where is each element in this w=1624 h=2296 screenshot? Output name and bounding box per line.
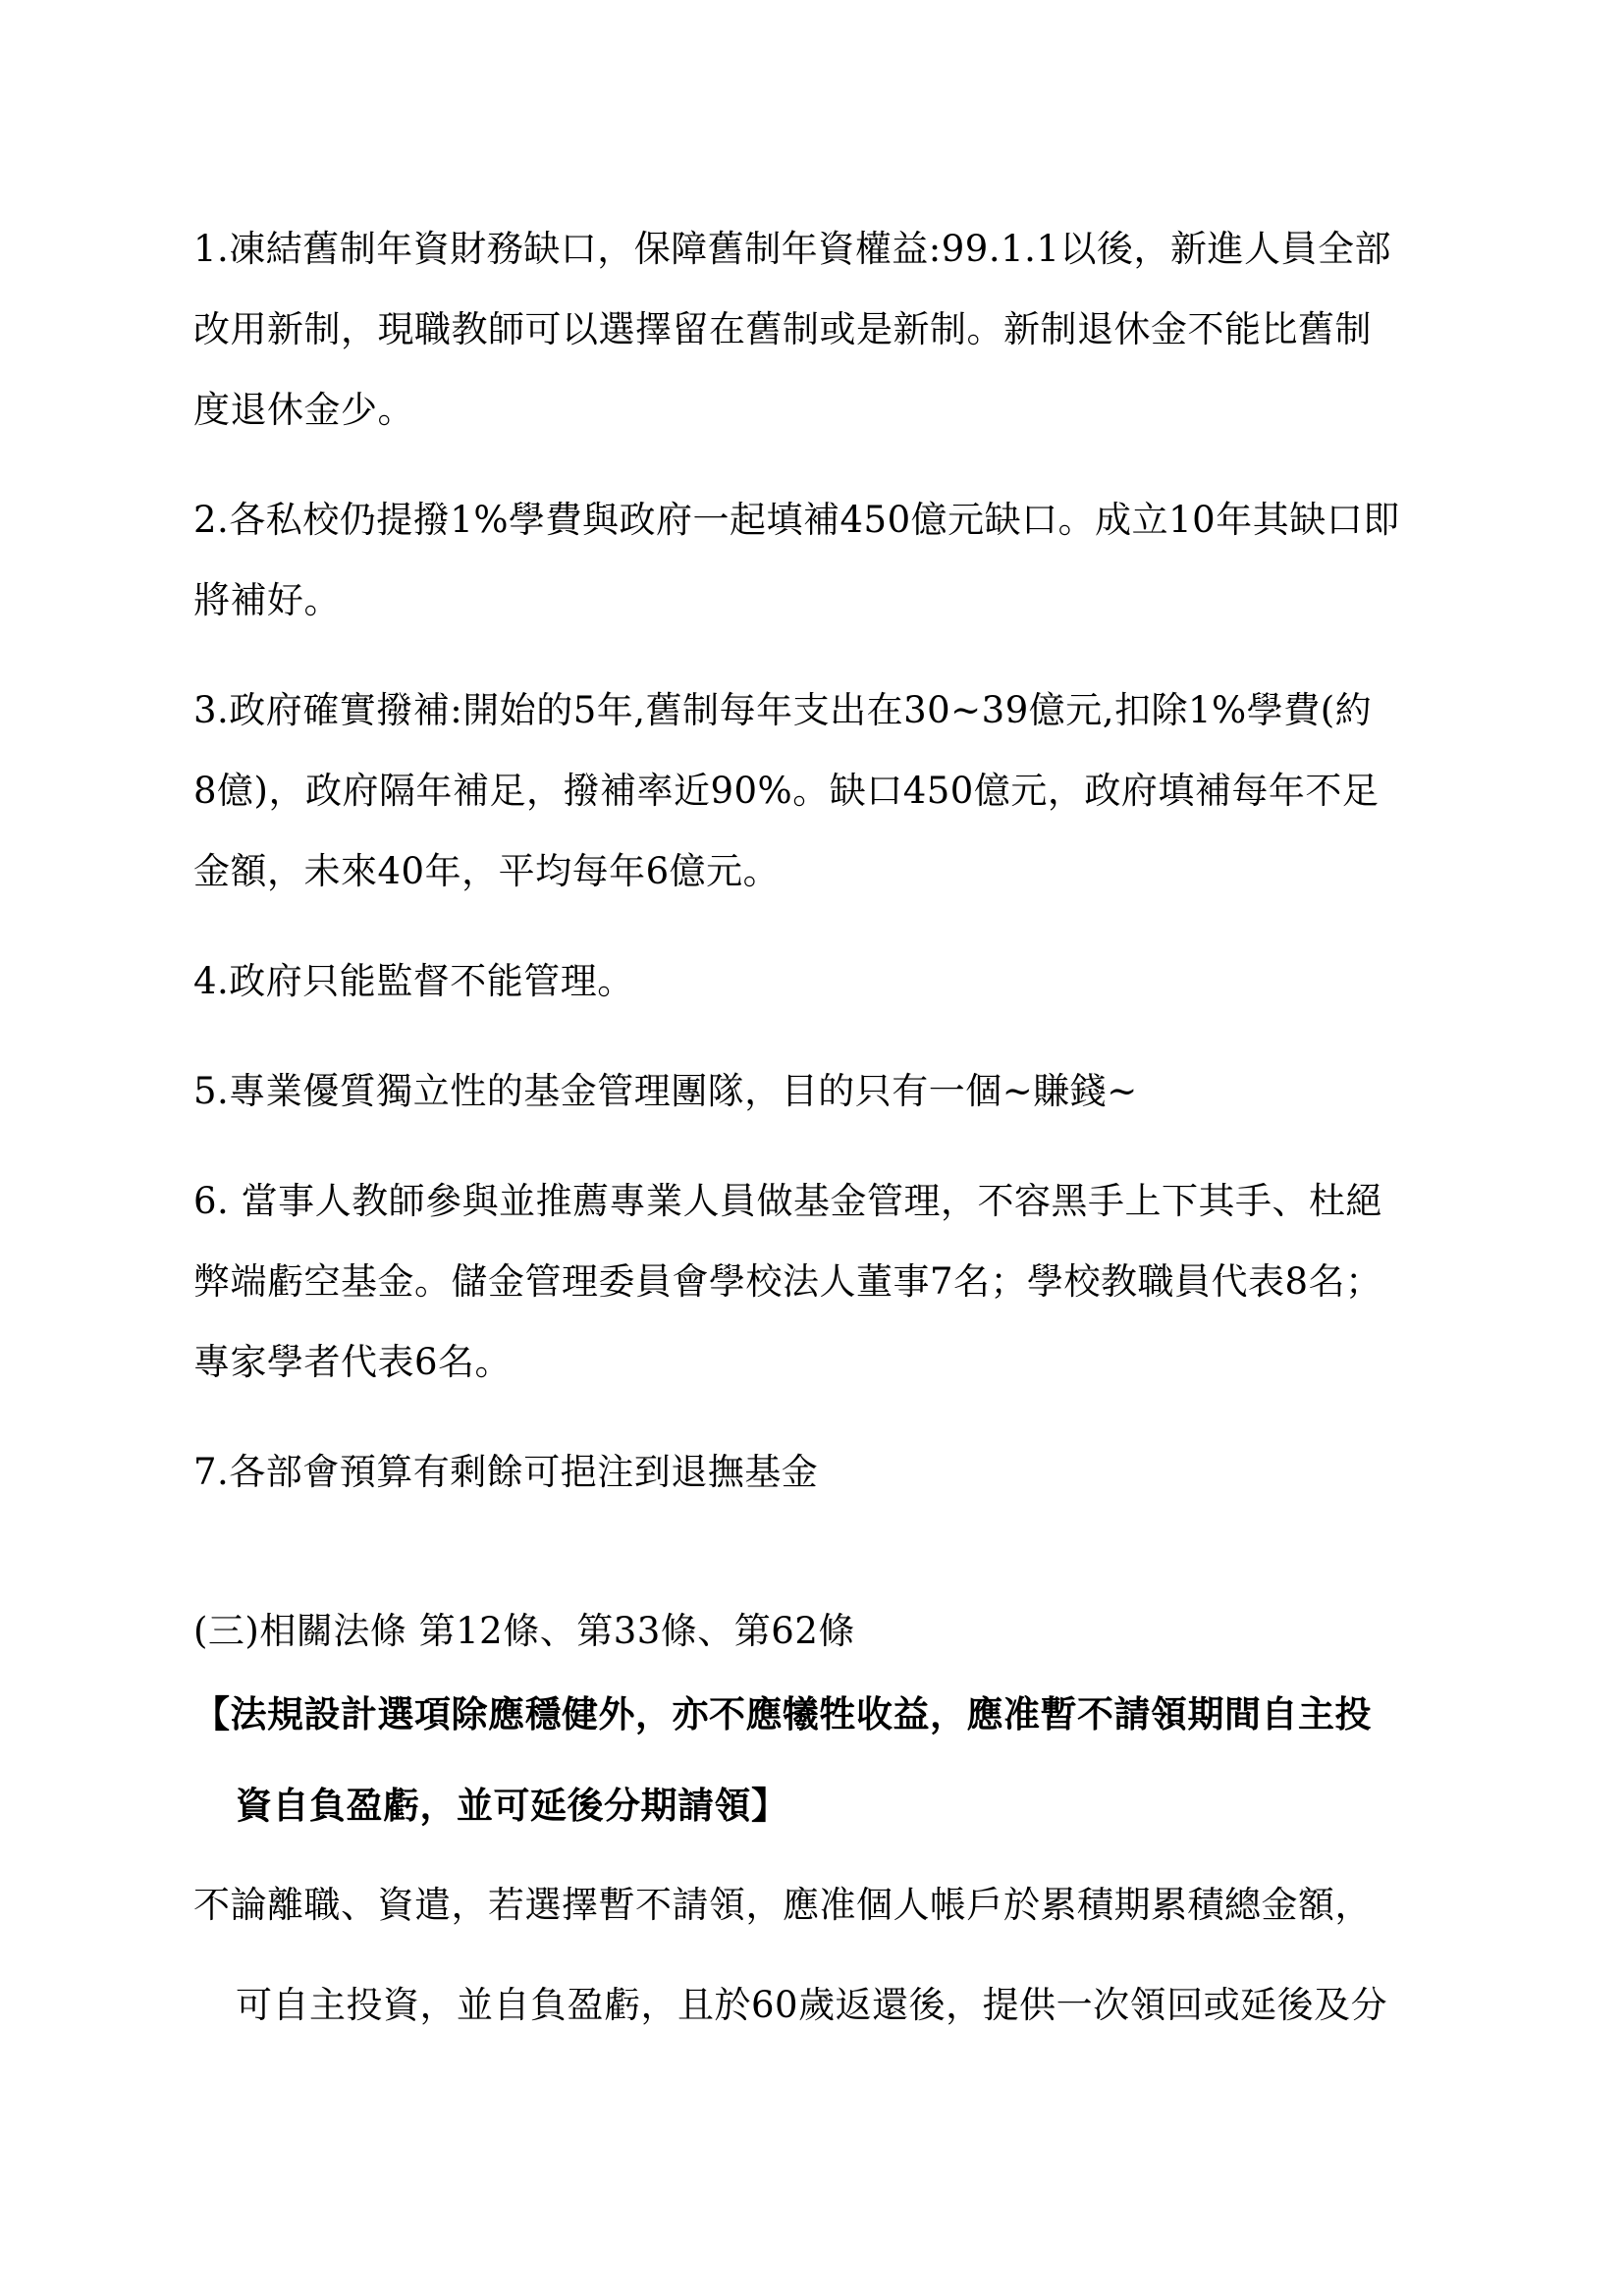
item-2-line-2: 將補好。 — [193, 579, 341, 621]
item-1-line-1: 1.凍結舊制年資財務缺口，保障舊制年資權益:99.1.1以後，新進人員全部 — [193, 228, 1391, 270]
bold-heading-line-2: 資自負盈虧，並可延後分期請領】 — [236, 1784, 788, 1827]
section-heading: (三)相關法條 第12條、第33條、第62條 — [193, 1610, 855, 1652]
item-6-line-1: 6. 當事人教師參與並推薦專業人員做基金管理，不容黑手上下其手、杜絕 — [193, 1180, 1383, 1222]
item-3-line-1: 3.政府確實撥補:開始的5年,舊制每年支出在30~39億元,扣除1%學費(約 — [193, 689, 1373, 731]
item-3-line-2: 8億)，政府隔年補足，撥補率近90%。缺口450億元，政府填補每年不足 — [193, 770, 1380, 812]
closing-paragraph-line-2: 可自主投資，並自負盈虧，且於60歲返還後，提供一次領回或延後及分 — [236, 1984, 1388, 2026]
bold-heading-line-1: 【法規設計選項除應穩健外，亦不應犧牲收益，應准暫不請領期間自主投 — [193, 1692, 1372, 1735]
item-1-line-3: 度退休金少。 — [193, 389, 414, 431]
closing-paragraph-line-1: 不論離職、資遣，若選擇暫不請領，應准個人帳戶於累積期累積總金額， — [193, 1884, 1372, 1926]
item-3-line-3: 金額，未來40年，平均每年6億元。 — [193, 850, 781, 892]
item-2-line-1: 2.各私校仍提撥1%學費與政府一起填補450億元缺口。成立10年其缺口即 — [193, 499, 1400, 541]
item-4-line-1: 4.政府只能監督不能管理。 — [193, 960, 634, 1002]
item-1-line-2: 改用新制，現職教師可以選擇留在舊制或是新制。新制退休金不能比舊制 — [193, 308, 1372, 350]
item-6-line-3: 專家學者代表6名。 — [193, 1341, 513, 1383]
item-7-line-1: 7.各部會預算有剩餘可挹注到退撫基金 — [193, 1451, 819, 1493]
item-5-line-1: 5.專業優質獨立性的基金管理團隊，目的只有一個~賺錢~ — [193, 1070, 1138, 1112]
item-6-line-2: 弊端虧空基金。儲金管理委員會學校法人董事7名；學校教職員代表8名； — [193, 1260, 1382, 1303]
